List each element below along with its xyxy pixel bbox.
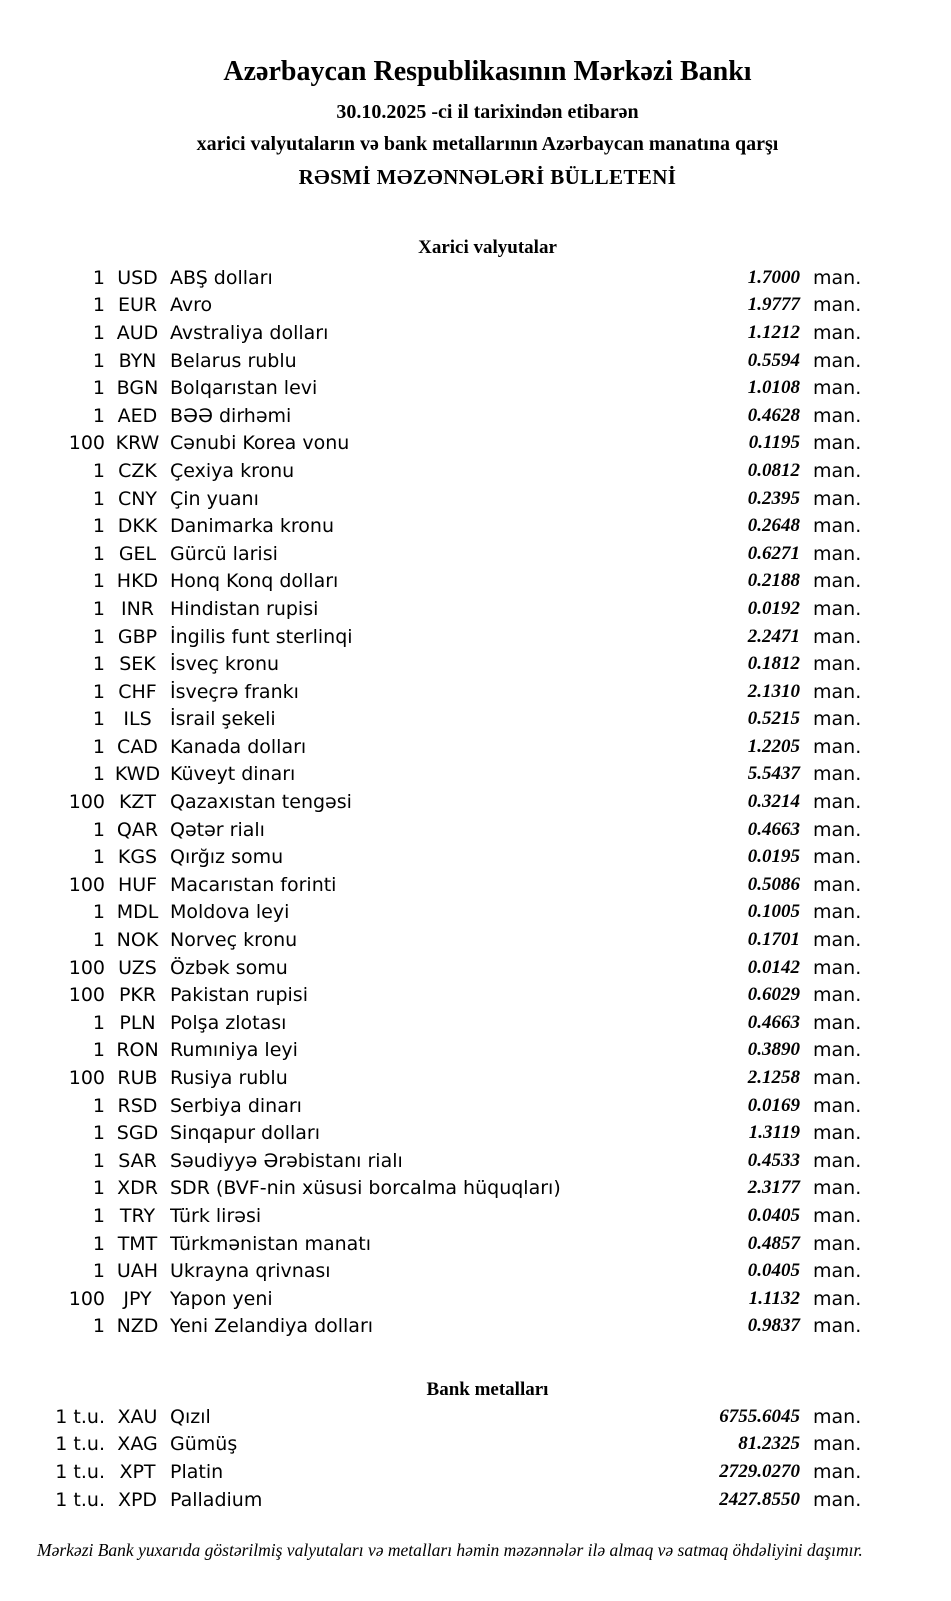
manat-unit-label: man.: [813, 1039, 862, 1062]
currency-name: Gümüş: [170, 1433, 238, 1456]
rate-value: 1.2205: [747, 735, 800, 757]
manat-unit-label: man.: [813, 791, 862, 814]
currency-code: HKD: [116, 570, 159, 593]
manat-unit-label: man.: [813, 818, 862, 841]
table-row: [0, 843, 875, 871]
manat-unit-label: man.: [813, 321, 862, 344]
table-row: [0, 981, 875, 1009]
manat-unit-label: man.: [813, 1488, 862, 1511]
currency-name: Palladium: [170, 1488, 263, 1511]
table-row: [0, 1431, 875, 1459]
quantity-value: 1: [92, 487, 105, 510]
manat-unit-label: man.: [813, 266, 862, 289]
currency-code: RUB: [117, 1067, 158, 1090]
manat-unit-label: man.: [813, 1177, 862, 1200]
currency-name: İsveçrə frankı: [170, 680, 299, 703]
currency-name: Norveç kronu: [170, 929, 298, 952]
currency-code: XDR: [117, 1177, 158, 1200]
rate-value: 0.4628: [747, 404, 800, 426]
manat-unit-label: man.: [813, 763, 862, 786]
currency-code: XAU: [117, 1405, 158, 1428]
currency-name: ABŞ dolları: [170, 266, 273, 289]
quantity-value: 1: [92, 542, 105, 565]
quantity-value: 1: [92, 1315, 105, 1338]
table-row: [0, 347, 875, 375]
quantity-value: 1: [92, 1204, 105, 1227]
table-row: [0, 595, 875, 623]
currency-name: Serbiya dinarı: [170, 1094, 302, 1117]
table-row: [0, 512, 875, 540]
quantity-value: 1: [92, 1011, 105, 1034]
currency-name: Qazaxıstan tengəsi: [170, 791, 352, 814]
table-row: [0, 706, 875, 734]
quantity-value: 1: [92, 1149, 105, 1172]
manat-unit-label: man.: [813, 984, 862, 1007]
quantity-value: 1: [92, 459, 105, 482]
currency-name: Avro: [170, 294, 213, 317]
rate-value: 0.1005: [747, 901, 800, 923]
currency-name: Macarıstan forinti: [170, 873, 337, 896]
manat-unit-label: man.: [813, 349, 862, 372]
manat-unit-label: man.: [813, 1405, 862, 1428]
rate-value: 0.0142: [747, 956, 800, 978]
currency-name: Türkmənistan manatı: [170, 1232, 372, 1255]
currency-code: XAG: [117, 1433, 158, 1456]
rate-value: 1.7000: [747, 266, 800, 288]
table-row: [0, 926, 875, 954]
currency-code: PKR: [118, 984, 157, 1007]
currency-code: NZD: [116, 1315, 159, 1338]
footer-disclaimer: Mərkəzi Bank yuxarıda göstərilmiş valyutaları və metalları həmin məzənnələr ilə almaq və satmaq öhdəliyini daşımır.: [37, 1540, 863, 1560]
table-row: [0, 1403, 875, 1431]
table-row: [0, 1119, 875, 1147]
currency-name: Özbək somu: [170, 956, 288, 979]
quantity-value: 1: [92, 294, 105, 317]
table-row: [0, 1202, 875, 1230]
currency-name: Türk lirəsi: [170, 1204, 262, 1227]
currency-name: Sinqapur dolları: [170, 1122, 321, 1145]
quantity-value: 1: [92, 735, 105, 758]
manat-unit-label: man.: [813, 929, 862, 952]
currency-code: XPT: [119, 1460, 156, 1483]
table-row: [0, 568, 875, 596]
manat-unit-label: man.: [813, 956, 862, 979]
quantity-value: 100: [68, 1067, 105, 1090]
quantity-value: 1: [92, 597, 105, 620]
rate-value: 0.0195: [747, 846, 800, 868]
table-row: [0, 1458, 875, 1486]
currency-code: UZS: [118, 956, 157, 979]
manat-unit-label: man.: [813, 432, 862, 455]
currency-code: CNY: [117, 487, 158, 510]
currency-name: İsveç kronu: [170, 653, 280, 676]
quantity-value: 1: [92, 653, 105, 676]
rate-value: 0.2188: [747, 570, 800, 592]
currency-table: [0, 264, 875, 1340]
currency-code: JPY: [123, 1287, 152, 1310]
rate-value: 0.2395: [747, 487, 800, 509]
quantity-value: 100: [68, 956, 105, 979]
manat-unit-label: man.: [813, 735, 862, 758]
rate-value: 1.1212: [747, 321, 800, 343]
currency-name: Moldova leyi: [170, 901, 290, 924]
quantity-value: 1 t.u.: [55, 1488, 105, 1511]
quantity-value: 1: [92, 1177, 105, 1200]
table-row: [0, 899, 875, 927]
manat-unit-label: man.: [813, 459, 862, 482]
currency-name: Honq Konq dolları: [170, 570, 339, 593]
currency-code: AUD: [116, 321, 159, 344]
table-row: [0, 623, 875, 651]
table-row: [0, 292, 875, 320]
table-row: [0, 457, 875, 485]
table-row: [0, 1147, 875, 1175]
currency-code: CHF: [118, 680, 157, 703]
table-row: [0, 1009, 875, 1037]
currency-name: Polşa zlotası: [170, 1011, 287, 1034]
quantity-value: 1 t.u.: [55, 1460, 105, 1483]
currency-code: ILS: [123, 708, 152, 731]
currency-name: Qızıl: [170, 1405, 211, 1428]
bulletin-title: RƏSMİ MƏZƏNNƏLƏRİ BÜLLETENİ: [298, 165, 677, 189]
currency-code: TRY: [119, 1204, 156, 1227]
table-row: [0, 1285, 875, 1313]
currency-name: Platin: [170, 1460, 224, 1483]
manat-unit-label: man.: [813, 1094, 862, 1117]
currency-name: Belarus rublu: [170, 349, 297, 372]
quantity-value: 1: [92, 1122, 105, 1145]
quantity-value: 1: [92, 708, 105, 731]
currency-code: CAD: [117, 735, 158, 758]
rate-value: 0.9837: [747, 1315, 800, 1337]
rate-value: 0.1812: [747, 653, 800, 675]
currency-name: Avstraliya dolları: [170, 321, 329, 344]
manat-unit-label: man.: [813, 1067, 862, 1090]
currency-code: SEK: [119, 653, 156, 676]
quantity-value: 1: [92, 680, 105, 703]
manat-unit-label: man.: [813, 901, 862, 924]
manat-unit-label: man.: [813, 1122, 862, 1145]
table-row: [0, 788, 875, 816]
currency-name: Danimarka kronu: [170, 515, 335, 538]
quantity-value: 1: [92, 349, 105, 372]
currency-code: KWD: [114, 763, 161, 786]
manat-unit-label: man.: [813, 515, 862, 538]
currency-code: GBP: [117, 625, 158, 648]
currency-name: Yapon yeni: [170, 1287, 273, 1310]
quantity-value: 1: [92, 1094, 105, 1117]
currency-code: SGD: [116, 1122, 159, 1145]
currency-code: RON: [116, 1039, 159, 1062]
rate-value: 0.0169: [747, 1094, 800, 1116]
currency-code: KRW: [115, 432, 160, 455]
manat-unit-label: man.: [813, 570, 862, 593]
currency-code: HUF: [117, 873, 158, 896]
currency-name: SDR (BVF-nin xüsusi borcalma hüquqları): [170, 1177, 561, 1200]
table-row: [0, 1037, 875, 1065]
manat-unit-label: man.: [813, 1460, 862, 1483]
quantity-value: 1: [92, 818, 105, 841]
rate-value: 1.0108: [747, 377, 800, 399]
currency-code: CZK: [118, 459, 157, 482]
currency-code: KGS: [117, 846, 158, 869]
rate-value: 0.4857: [747, 1232, 800, 1254]
currency-name: BƏƏ dirhəmi: [170, 404, 292, 427]
manat-unit-label: man.: [813, 542, 862, 565]
quantity-value: 1: [92, 404, 105, 427]
table-row: [0, 1230, 875, 1258]
rate-value: 2427.8550: [719, 1488, 800, 1510]
manat-unit-label: man.: [813, 377, 862, 400]
currency-code: RSD: [117, 1094, 158, 1117]
table-row: [0, 264, 875, 292]
currency-name: Səudiyyə Ərəbistanı rialı: [170, 1149, 403, 1172]
table-row: [0, 402, 875, 430]
currency-code: USD: [117, 266, 158, 289]
rate-value: 0.0192: [747, 597, 800, 619]
manat-unit-label: man.: [813, 1315, 862, 1338]
currency-name: Çexiya kronu: [170, 459, 295, 482]
rate-value: 0.2648: [747, 515, 800, 537]
manat-unit-label: man.: [813, 294, 862, 317]
rate-value: 1.3119: [748, 1122, 800, 1144]
rate-value: 0.6029: [747, 984, 800, 1006]
currency-name: Çin yuanı: [170, 487, 259, 510]
table-row: [0, 733, 875, 761]
currency-code: INR: [120, 597, 155, 620]
rate-value: 0.4533: [747, 1149, 800, 1171]
quantity-value: 100: [68, 873, 105, 896]
quantity-value: 100: [68, 791, 105, 814]
effective-date-line: 30.10.2025 -ci il tarixindən etibarən: [336, 101, 639, 123]
rate-value: 0.0405: [747, 1204, 800, 1226]
manat-unit-label: man.: [813, 487, 862, 510]
currency-name: İngilis funt sterlinqi: [170, 625, 353, 648]
manat-unit-label: man.: [813, 404, 862, 427]
currency-name: Qırğız somu: [170, 846, 284, 869]
currency-code: NOK: [116, 929, 159, 952]
metal-table: [0, 1403, 875, 1513]
currency-code: XPD: [117, 1488, 158, 1511]
manat-unit-label: man.: [813, 653, 862, 676]
currency-name: Gürcü larisi: [170, 542, 278, 565]
currency-name: Qətər rialı: [170, 818, 265, 841]
table-row: [0, 816, 875, 844]
manat-unit-label: man.: [813, 1232, 862, 1255]
rate-value: 0.0812: [747, 459, 800, 481]
quantity-value: 1: [92, 763, 105, 786]
rate-value: 81.2325: [738, 1433, 800, 1455]
quantity-value: 1: [92, 1232, 105, 1255]
currency-name: Cənubi Korea vonu: [170, 432, 350, 455]
quantity-value: 1: [92, 377, 105, 400]
currency-name: Yeni Zelandiya dolları: [170, 1315, 374, 1338]
currency-code: PLN: [119, 1011, 156, 1034]
rate-value: 0.5086: [747, 873, 800, 895]
currency-name: Rumıniya leyi: [170, 1039, 298, 1062]
rate-value: 5.5437: [747, 763, 800, 785]
currency-code: BYN: [118, 349, 157, 372]
rate-value: 0.1195: [748, 432, 800, 454]
table-row: [0, 319, 875, 347]
manat-unit-label: man.: [813, 1433, 862, 1456]
rate-value: 0.5594: [747, 349, 800, 371]
manat-unit-label: man.: [813, 1149, 862, 1172]
currency-name: Bolqarıstan levi: [170, 377, 318, 400]
rate-value: 0.6271: [747, 542, 800, 564]
rate-value: 2.3177: [747, 1177, 800, 1199]
quantity-value: 1: [92, 570, 105, 593]
table-row: [0, 650, 875, 678]
quantity-value: 100: [68, 432, 105, 455]
rate-value: 0.5215: [747, 708, 800, 730]
currency-code: GEL: [118, 542, 157, 565]
quantity-value: 100: [68, 1287, 105, 1310]
subtitle: xarici valyutaların və bank metallarının Azərbaycan manatına qarşı: [196, 133, 779, 155]
currency-name: İsrail şekeli: [170, 708, 276, 731]
rate-value: 0.0405: [747, 1260, 800, 1282]
rate-value: 2729.0270: [719, 1460, 800, 1482]
quantity-value: 1: [92, 515, 105, 538]
manat-unit-label: man.: [813, 846, 862, 869]
table-row: [0, 871, 875, 899]
rate-value: 0.1701: [747, 929, 800, 951]
manat-unit-label: man.: [813, 1204, 862, 1227]
quantity-value: 1: [92, 321, 105, 344]
quantity-value: 1: [92, 266, 105, 289]
table-row: [0, 761, 875, 789]
quantity-value: 1: [92, 846, 105, 869]
table-row: [0, 374, 875, 402]
currency-name: Pakistan rupisi: [170, 984, 308, 1007]
table-row: [0, 540, 875, 568]
table-row: [0, 1313, 875, 1341]
rate-value: 6755.6045: [719, 1405, 800, 1427]
currency-code: UAH: [116, 1260, 159, 1283]
rate-value: 1.1132: [748, 1287, 800, 1309]
table-row: [0, 678, 875, 706]
table-row: [0, 1064, 875, 1092]
table-row: [0, 485, 875, 513]
table-row: [0, 1257, 875, 1285]
rate-value: 1.9777: [747, 294, 800, 316]
rate-value: 0.4663: [747, 818, 800, 840]
currency-name: Rusiya rublu: [170, 1067, 288, 1090]
currency-code: EUR: [117, 294, 158, 317]
currency-code: QAR: [116, 818, 159, 841]
page-title: Azərbaycan Respublikasının Mərkəzi Bankı: [223, 56, 752, 87]
rate-value: 0.4663: [747, 1011, 800, 1033]
quantity-value: 1: [92, 625, 105, 648]
currency-code: AED: [117, 404, 158, 427]
table-row: [0, 1486, 875, 1514]
rate-value: 2.1310: [747, 680, 800, 702]
quantity-value: 100: [68, 984, 105, 1007]
currency-code: DKK: [117, 515, 158, 538]
section-title-currencies: Xarici valyutalar: [418, 237, 557, 258]
quantity-value: 1 t.u.: [55, 1433, 105, 1456]
quantity-value: 1: [92, 1039, 105, 1062]
manat-unit-label: man.: [813, 597, 862, 620]
rate-value: 2.2471: [747, 625, 800, 647]
currency-code: MDL: [116, 901, 159, 924]
quantity-value: 1 t.u.: [55, 1405, 105, 1428]
manat-unit-label: man.: [813, 625, 862, 648]
quantity-value: 1: [92, 929, 105, 952]
currency-name: Hindistan rupisi: [170, 597, 319, 620]
table-row: [0, 954, 875, 982]
currency-name: Kanada dolları: [170, 735, 307, 758]
quantity-value: 1: [92, 901, 105, 924]
currency-name: Ukrayna qrivnası: [170, 1260, 331, 1283]
rate-value: 0.3214: [747, 791, 800, 813]
table-row: [0, 430, 875, 458]
quantity-value: 1: [92, 1260, 105, 1283]
manat-unit-label: man.: [813, 680, 862, 703]
currency-code: KZT: [118, 791, 157, 814]
rate-value: 0.3890: [747, 1039, 800, 1061]
table-row: [0, 1092, 875, 1120]
currency-code: TMT: [117, 1232, 158, 1255]
manat-unit-label: man.: [813, 1287, 862, 1310]
currency-code: SAR: [118, 1149, 157, 1172]
manat-unit-label: man.: [813, 873, 862, 896]
currency-code: BGN: [116, 377, 159, 400]
table-row: [0, 1175, 875, 1203]
manat-unit-label: man.: [813, 1011, 862, 1034]
rate-value: 2.1258: [747, 1067, 800, 1089]
manat-unit-label: man.: [813, 708, 862, 731]
manat-unit-label: man.: [813, 1260, 862, 1283]
currency-name: Küveyt dinarı: [170, 763, 296, 786]
section-title-metals: Bank metalları: [426, 1379, 549, 1400]
